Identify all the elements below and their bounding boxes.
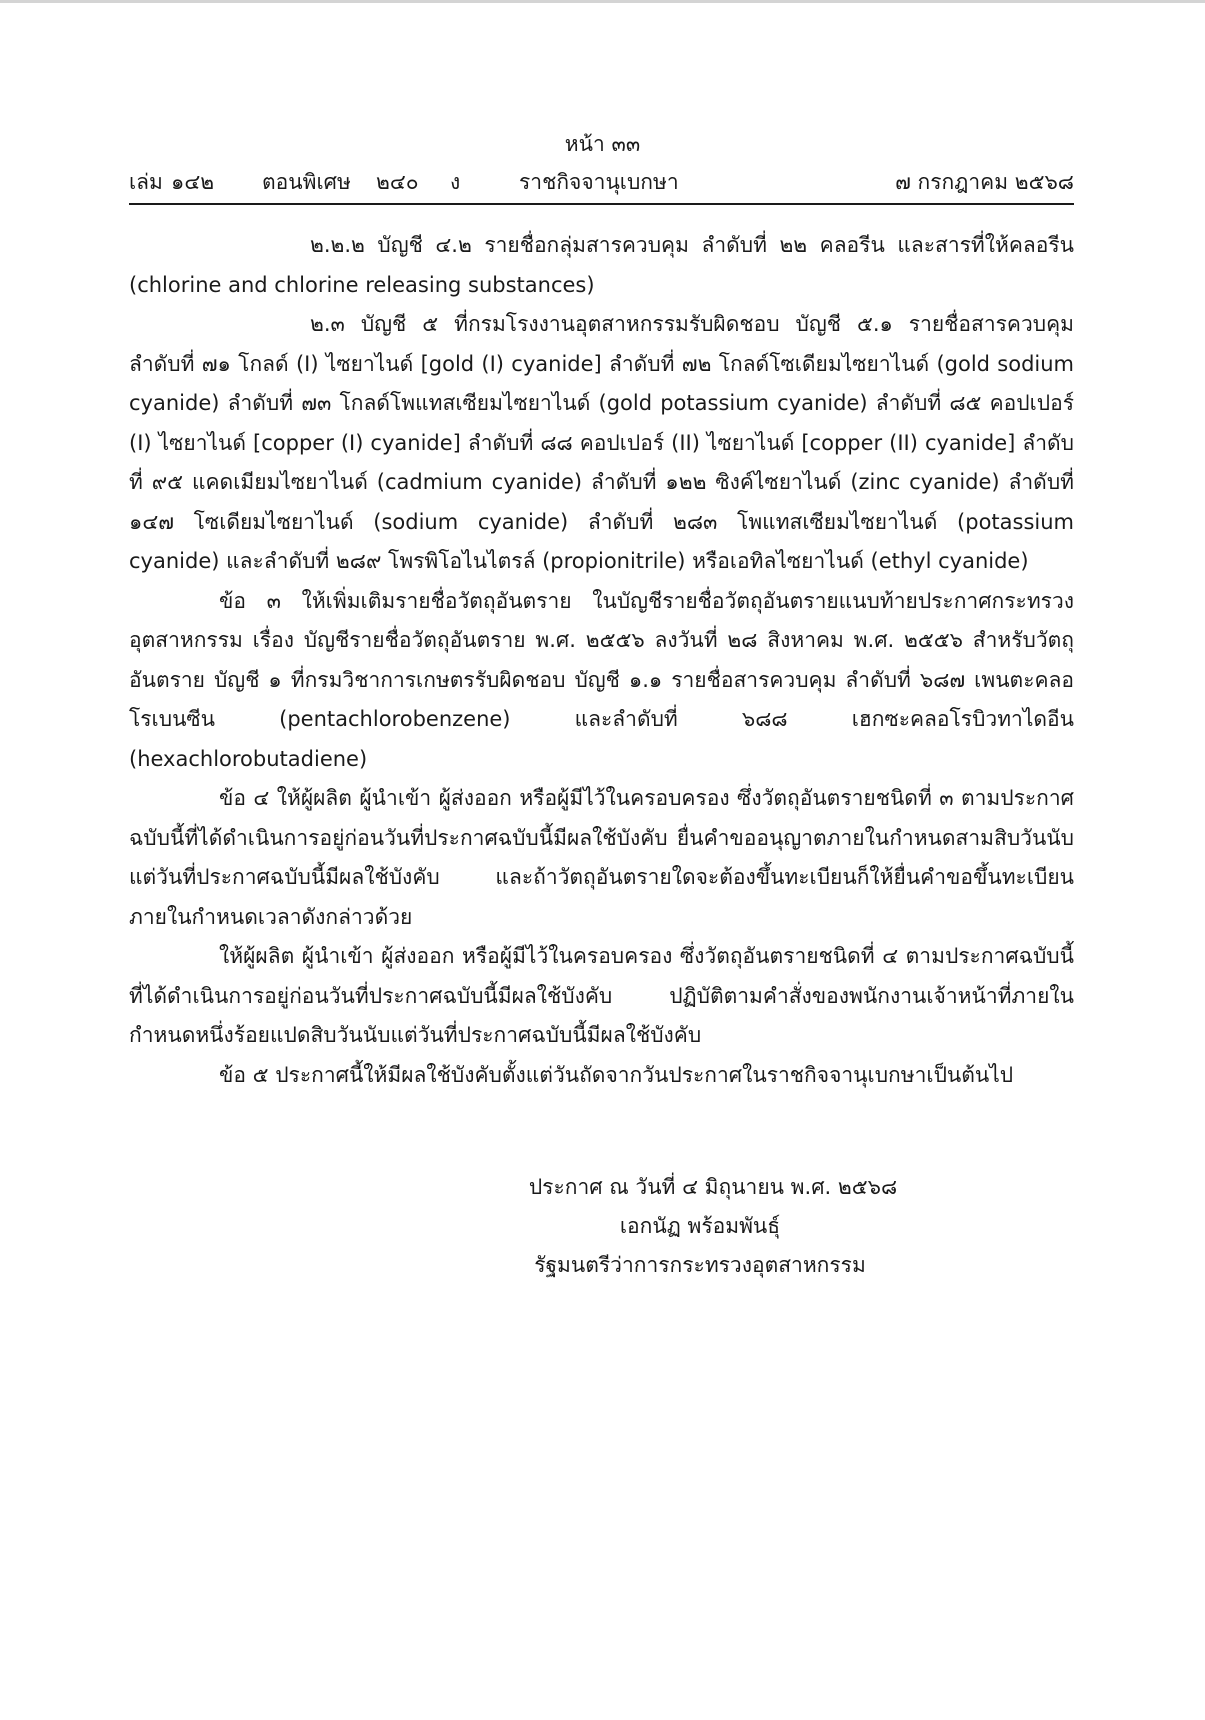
signature-block xyxy=(400,1168,1000,1285)
page-number: หน้า ๓๓ xyxy=(564,132,641,156)
document-body xyxy=(129,226,1074,1095)
issue-number: ๒๔๐ xyxy=(376,170,419,194)
paragraph-clause-4-continued: ให้ผู้ผลิต ผู้นำเข้า ผู้ส่งออก หรือผู้มีไว้ในครอบครอง ซึ่งวัตถุอันตรายชนิดที่ ๔ ตามประกาศฉบับนี้ที่ได้ดำเนินการอยู่ก่อนวันที่ประกาศฉบับนี้มีผลใช้บังคับ ปฏิบัติตามคำสั่งของพนักงานเจ้าหน้าที่ภายในกำหนดหนึ่งร้อยแปดสิบวันนับแต่วันที่ประกาศฉบับนี้มีผลใช้บังคับ xyxy=(129,944,1074,1047)
paragraph-clause-4: ข้อ ๔ ให้ผู้ผลิต ผู้นำเข้า ผู้ส่งออก หรือผู้มีไว้ในครอบครอง ซึ่งวัตถุอันตรายชนิดที่ ๓ ตามประกาศฉบับนี้ที่ได้ดำเนินการอยู่ก่อนวันที่ประกาศฉบับนี้มีผลใช้บังคับ ยื่นคำขออนุญาตภายในกำหนดสามสิบวันนับแต่วันที่ประกาศฉบับนี้มีผลใช้บังคับ และถ้าวัตถุอันตรายใดจะต้องขึ้นทะเบียนก็ให้ยื่นคำขอขึ้นทะเบียนภายในกำหนดเวลาดังกล่าวด้วย xyxy=(129,786,1074,929)
signer-title: รัฐมนตรีว่าการกระทรวงอุตสาหกรรม xyxy=(534,1253,866,1277)
paragraph-clause-5: ข้อ ๕ ประกาศนี้ให้มีผลใช้บังคับตั้งแต่วันถัดจากวันประกาศในราชกิจจานุเบกษาเป็นต้นไป xyxy=(219,1062,1014,1087)
announcement-date: ประกาศ ณ วันที่ ๔ มิถุนายน พ.ศ. ๒๕๖๘ xyxy=(528,1175,898,1199)
page-top-edge xyxy=(0,0,1205,3)
paragraph-clause-3: ข้อ ๓ ให้เพิ่มเติมรายชื่อวัตถุอันตราย ในบัญชีรายชื่อวัตถุอันตรายแนบท้ายประกาศกระทรวงอุตสาหกรรม เรื่อง บัญชีรายชื่อวัตถุอันตราย พ.ศ. ๒๕๕๖ ลงวันที่ ๒๘ สิงหาคม พ.ศ. ๒๕๕๖ สำหรับวัตถุอันตราย บัญชี ๑ ที่กรมวิชาการเกษตรรับผิดชอบ บัญชี ๑.๑ รายชื่อสารควบคุม ลำดับที่ ๖๘๗ เพนตะคลอโรเบนซีน (pentachlorobenzene) และลำดับที่ ๖๘๘ เฮกซะคลอโรบิวทาไดอีน (hexachlorobutadiene) xyxy=(129,588,1074,771)
gazette-name: ราชกิจจานุเบกษา xyxy=(519,170,679,194)
section-letter: ง xyxy=(450,170,461,194)
header-divider xyxy=(129,203,1074,205)
signer-name: เอกนัฏ พร้อมพันธุ์ xyxy=(619,1214,781,1238)
gazette-header xyxy=(129,168,1074,200)
volume-number: ๑๔๒ xyxy=(171,170,215,194)
publication-date: ๗ กรกฎาคม ๒๕๖๘ xyxy=(895,170,1074,194)
paragraph-2-3: ๒.๓ บัญชี ๕ ที่กรมโรงงานอุตสาหกรรมรับผิดชอบ บัญชี ๕.๑ รายชื่อสารควบคุม ลำดับที่ ๗๑ โกลด์ (I) ไซยาไนด์ [gold (I) cyanide] ลำดับที่ ๗๒ โกลด์โซเดียมไซยาไนด์ (gold sodium cyanide) ลำดับที่ ๗๓ โกลด์โพแทสเซียมไซยาไนด์ (gold potassium cyanide) ลำดับที่ ๘๕ คอปเปอร์ (I) ไซยาไนด์ [copper (I) cyanide] ลำดับที่ ๘๘ คอปเปอร์ (II) ไซยาไนด์ [copper (II) cyanide] ลำดับที่ ๙๕ แคดเมียมไซยาไนด์ (cadmium cyanide) ลำดับที่ ๑๒๒ ซิงค์ไซยาไนด์ (zinc cyanide) ลำดับที่ ๑๔๗ โซเดียมไซยาไนด์ (sodium cyanide) ลำดับที่ ๒๘๓ โพแทสเซียมไซยาไนด์ (potassium cyanide) และลำดับที่ ๒๘๙ โพรพิโอไนไตรล์ (propionitrile) หรือเอทิลไซยาไนด์ (ethyl cyanide) xyxy=(129,312,1074,573)
issue-label: ตอนพิเศษ xyxy=(262,170,351,194)
volume-label: เล่ม xyxy=(129,170,163,194)
paragraph-2-2-2: ๒.๒.๒ บัญชี ๔.๒ รายชื่อกลุ่มสารควบคุม ลำดับที่ ๒๒ คลอรีน และสารที่ให้คลอรีน (chlorine and chlorine releasing substances) xyxy=(129,233,1074,297)
